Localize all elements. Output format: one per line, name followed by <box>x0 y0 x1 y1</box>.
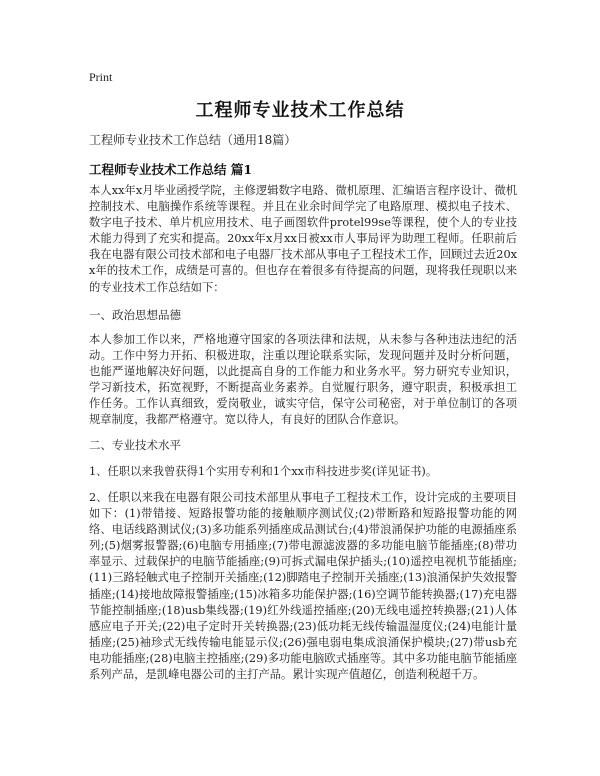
item-1-paragraph: 1、任职以来我曾获得1个实用专利和1个xx市科技进步奖(详见证书)。 <box>89 465 438 478</box>
section-heading: 工程师专业技术工作总结 篇1 <box>89 162 253 177</box>
page-title: 工程师专业技术工作总结 <box>195 100 405 121</box>
heading-technical: 二、专业技术水平 <box>89 438 181 452</box>
politics-paragraph: 本人参加工作以来，严格地遵守国家的各项法律和法规，从未参与各种违法违纪的活动。工作中努力开拓、积极进取，注重以理论联系实际，发现问题并及时分析问题，也能严谨地解决好问题，以此提高自身的工作能力和业务水平。努力研究专业知识，学习新技术，拓宽视野，不断提高业务素养。自觉履行职务，遵守职责，积极承担工作任务。工作认真细致，爱岗敬业，诚实守信，保守公司秘密，对于单位制订的各项规章制度，我都严格遵守。宽以待人，有良好的团队合作意识。 <box>89 333 517 427</box>
item-2-paragraph: 2、任职以来我在电器有限公司技术部里从事电子工程技术工作，设计完成的主要项目如下：(1)带错接、短路报警功能的接触顺序测试仪;(2)带断路和短路报警功能的网络、电话线路测试仪;(3)多功能系列插座成品测试台;(4)带浪涌保护功能的电源插座系列;(5)烟雾报警器;(6)电脑专用插座;(7)带电源滤波器的多功能电脑节能插座;(8)带功率显示、过载保护的电脑节能插座;(9)可拆式漏电保护插头;(10)遥控电视机节能插座;(11)三路轻触式电子控制开关插座;(12)脚踏电子控制开关插座;(13)浪涌保护失效报警插座;(14)接地故障报警插座;(15)冰箱多功能保护器;(16)空调节能转换器;(17)充电器节能控制插座;(18)usb集线器;(19)红外线遥控插座;(20)无线电遥控转换器;(21)人体感应电子开关;(22)电子定时开关转换器;(23)低功耗无线传输温湿度仪;(24)电能计量插座;(25)袖珍式无线传输电能显示仪;(26)强电弱电集成浪涌保护模块;(27)带usb充电功能插座;(28)电脑主控插座;(29)多功能电脑欧式插座等。其中多功能电脑节能插座系列产品，是凯峰电器公司的主打产品。累计实现产值超亿，创造利税超千万。 <box>89 491 517 682</box>
document-subtitle: 工程师专业技术工作总结（通用18篇） <box>89 133 297 147</box>
heading-politics: 一、政治思想品德 <box>89 308 181 322</box>
print-label[interactable]: Print <box>89 70 113 84</box>
intro-paragraph: 本人xx年x月毕业函授学院，主修逻辑数字电路、微机原理、汇编语言程序设计、微机控制技术、电脑操作系统等课程。并且在业余时间学完了电路原理、模拟电子技术、数字电子技术、单片机应用技术、电子画图软件protel99se等课程，使个人的专业技术能力得到了充实和提高。20xx年x月xx日被xx市人事局评为助理工程师。任职前后我在电器有限公司技术部和电子电器厂技术部从事电子工程技术工作，回顾过去近20xx年的技术工作，成绩是可喜的。但也存在着很多有待提高的问题，现将我任现职以来的专业技术工作总结如下： <box>89 184 517 294</box>
